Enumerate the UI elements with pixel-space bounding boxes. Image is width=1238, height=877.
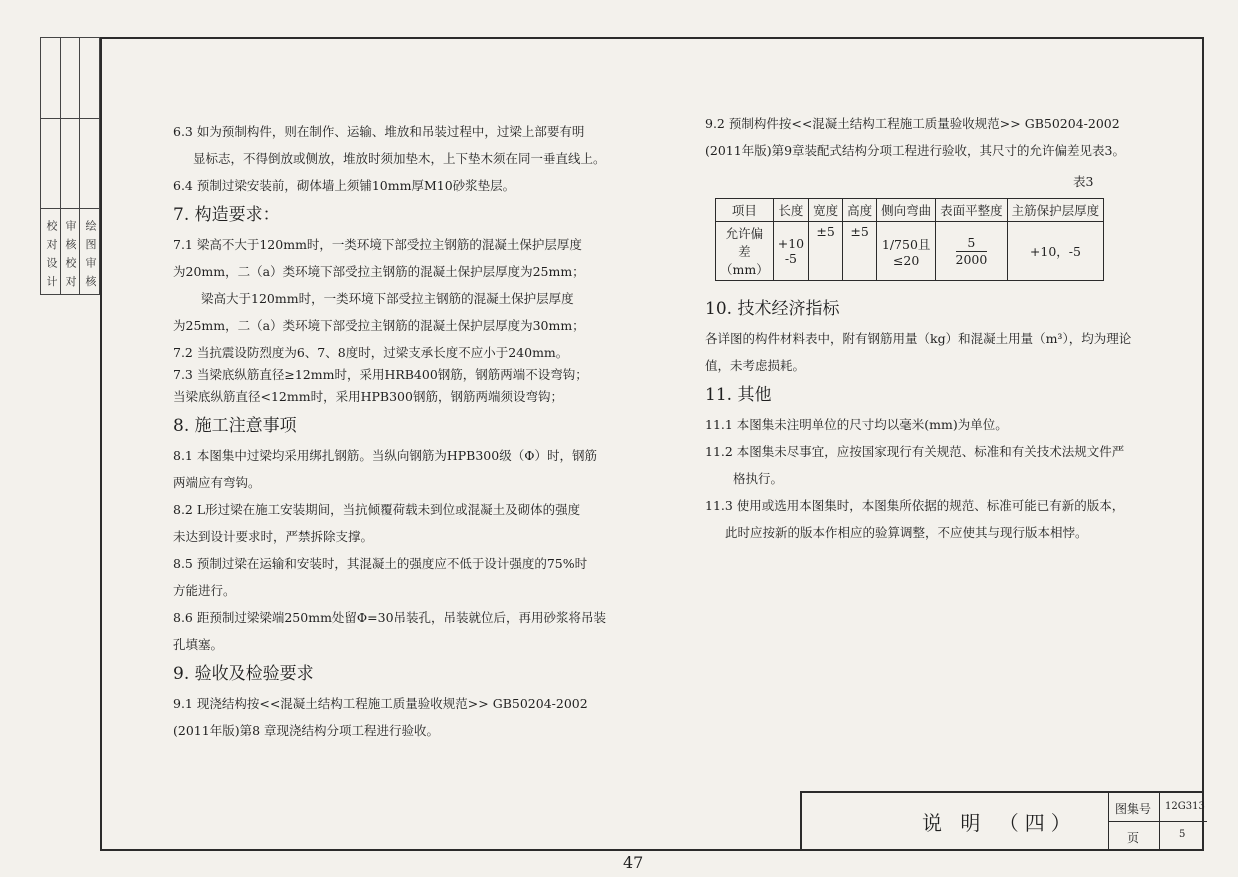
table-header: 主筋保护层厚度 <box>1007 199 1104 222</box>
text-line: 6.3 如为预制构件，则在制作、运输、堆放和吊装过程中，过梁上部要有明 <box>173 124 585 139</box>
right-column <box>705 110 1165 164</box>
fraction-denominator: 2000 <box>955 251 988 267</box>
text-line: 6.4 预制过梁安装前，砌体墙上须铺10mm厚M10砂浆垫层。 <box>173 178 516 193</box>
text-line: 两端应有弯钩。 <box>173 475 261 490</box>
tolerance-table <box>715 198 1104 281</box>
text-line: 9.2 预制构件按<<混凝土结构工程施工质量验收规范>> GB50204-2002 <box>705 116 1120 131</box>
text-line: 各详图的构件材料表中，附有钢筋用量（kg）和混凝土用量（m³），均为理论 <box>705 331 1132 346</box>
text-line: 为20mm，二（a）类环境下部受拉主钢筋的混凝土保护层厚度为25mm； <box>173 264 585 279</box>
table-header: 高度 <box>843 199 877 222</box>
page-value: 5 <box>1179 829 1186 840</box>
length-lower: -5 <box>784 251 797 266</box>
text-line: 为25mm，二（a）类环境下部受拉主钢筋的混凝土保护层厚度为30mm； <box>173 318 585 333</box>
left-column <box>173 118 613 744</box>
text-line: 值，未考虑损耗。 <box>705 358 806 373</box>
table-cell <box>877 222 936 281</box>
table-caption: 表3 <box>1073 174 1094 189</box>
table-cell: +10，-5 <box>1007 222 1104 281</box>
page-number: 47 <box>623 853 644 872</box>
text-line: 8.1 本图集中过梁均采用绑扎钢筋。当纵向钢筋为HPB300级（Φ）时，钢筋 <box>173 448 597 463</box>
text-line: 8.5 预制过梁在运输和安装时，其混凝土的强度应不低于设计强度的75%时 <box>173 556 588 571</box>
section-heading-11: 11. 其他 <box>705 385 772 405</box>
text-line: 梁高大于120mm时，一类环境下部受拉主钢筋的混凝土保护层厚度 <box>201 291 574 306</box>
bend-upper: 1/750且 <box>881 236 931 252</box>
text-line: 显标志，不得倒放或侧放，堆放时须加垫木，上下垫木须在同一垂直线上。 <box>193 151 606 166</box>
atlas-number-label: 图集号 <box>1115 802 1152 816</box>
text-line: 当梁底纵筋直径<12mm时，采用HPB300钢筋，钢筋两端须设弯钩； <box>173 389 563 404</box>
table-row <box>716 222 1104 281</box>
table-header: 表面平整度 <box>936 199 1008 222</box>
page-label: 页 <box>1127 831 1140 845</box>
title-block <box>800 791 1204 851</box>
section-heading-7: 7. 构造要求： <box>173 205 280 225</box>
table-header: 宽度 <box>809 199 843 222</box>
section-heading-9: 9. 验收及检验要求 <box>173 664 314 684</box>
text-line: 7.3 当梁底纵筋直径≥12mm时，采用HRB400钢筋，钢筋两端不设弯钩； <box>173 367 588 382</box>
text-line: 此时应按新的版本作相应的验算调整，不应使其与现行版本相悖。 <box>725 525 1088 540</box>
text-line: 11.2 本图集未尽事宜，应按国家现行有关规范、标准和有关技术法规文件严 <box>705 444 1125 459</box>
text-line: 7.1 梁高不大于120mm时，一类环境下部受拉主钢筋的混凝土保护层厚度 <box>173 237 582 252</box>
text-line: 8.6 距预制过梁梁端250mm处留Φ=30吊装孔，吊装就位后，再用砂浆将吊装 <box>173 610 607 625</box>
text-line: 方能进行。 <box>173 583 236 598</box>
table-cell <box>773 222 808 281</box>
text-line: 9.1 现浇结构按<<混凝土结构工程施工质量验收规范>> GB50204-2002 <box>173 696 588 711</box>
table-header: 项目 <box>716 199 774 222</box>
fraction-numerator: 5 <box>956 235 988 252</box>
flatness-fraction <box>956 235 988 268</box>
atlas-number-value: 12G313 <box>1165 801 1205 812</box>
text-line: 8.2 L形过梁在施工安装期间，当抗倾覆荷载未到位或混凝土及砌体的强度 <box>173 502 581 517</box>
table-cell <box>716 222 774 281</box>
length-upper: +10 <box>777 236 805 251</box>
title-block-grid <box>1108 793 1207 851</box>
sidebar-col-1: 校 对 设 计 <box>45 220 58 289</box>
text-line: 未达到设计要求时，严禁拆除支撑。 <box>173 529 374 544</box>
section-heading-8: 8. 施工注意事项 <box>173 416 297 436</box>
sheet-title: 说 明 （四） <box>922 811 1077 835</box>
text-line: 11.3 使用或选用本图集时，本图集所依据的规范、标准可能已有新的版本， <box>705 498 1125 513</box>
bend-lower: ≤20 <box>892 252 920 268</box>
sidebar-col-2: 审 核 校 对 <box>64 220 77 289</box>
table-header-row <box>716 199 1104 222</box>
text-line: 11.1 本图集未注明单位的尺寸均以毫米(mm)为单位。 <box>705 417 1008 432</box>
row-label: 允许偏差 <box>725 226 764 259</box>
table-header: 长度 <box>773 199 808 222</box>
row-unit: （mm） <box>720 262 769 277</box>
table-cell <box>936 222 1008 281</box>
table-header: 侧向弯曲 <box>877 199 936 222</box>
right-column-lower <box>705 293 1165 546</box>
signature-strip <box>40 37 100 295</box>
sidebar-col-3: 绘 图 审 核 <box>84 220 97 289</box>
text-line: 7.2 当抗震设防烈度为6、7、8度时，过梁支承长度不应小于240mm。 <box>173 345 569 360</box>
table-cell: ±5 <box>843 222 877 281</box>
text-line: (2011年版)第9章装配式结构分项工程进行验收，其尺寸的允许偏差见表3。 <box>705 143 1125 158</box>
text-line: (2011年版)第8 章现浇结构分项工程进行验收。 <box>173 723 439 738</box>
text-line: 孔填塞。 <box>173 637 224 652</box>
table-cell: ±5 <box>809 222 843 281</box>
section-heading-10: 10. 技术经济指标 <box>705 299 840 319</box>
text-line: 格执行。 <box>733 471 784 486</box>
